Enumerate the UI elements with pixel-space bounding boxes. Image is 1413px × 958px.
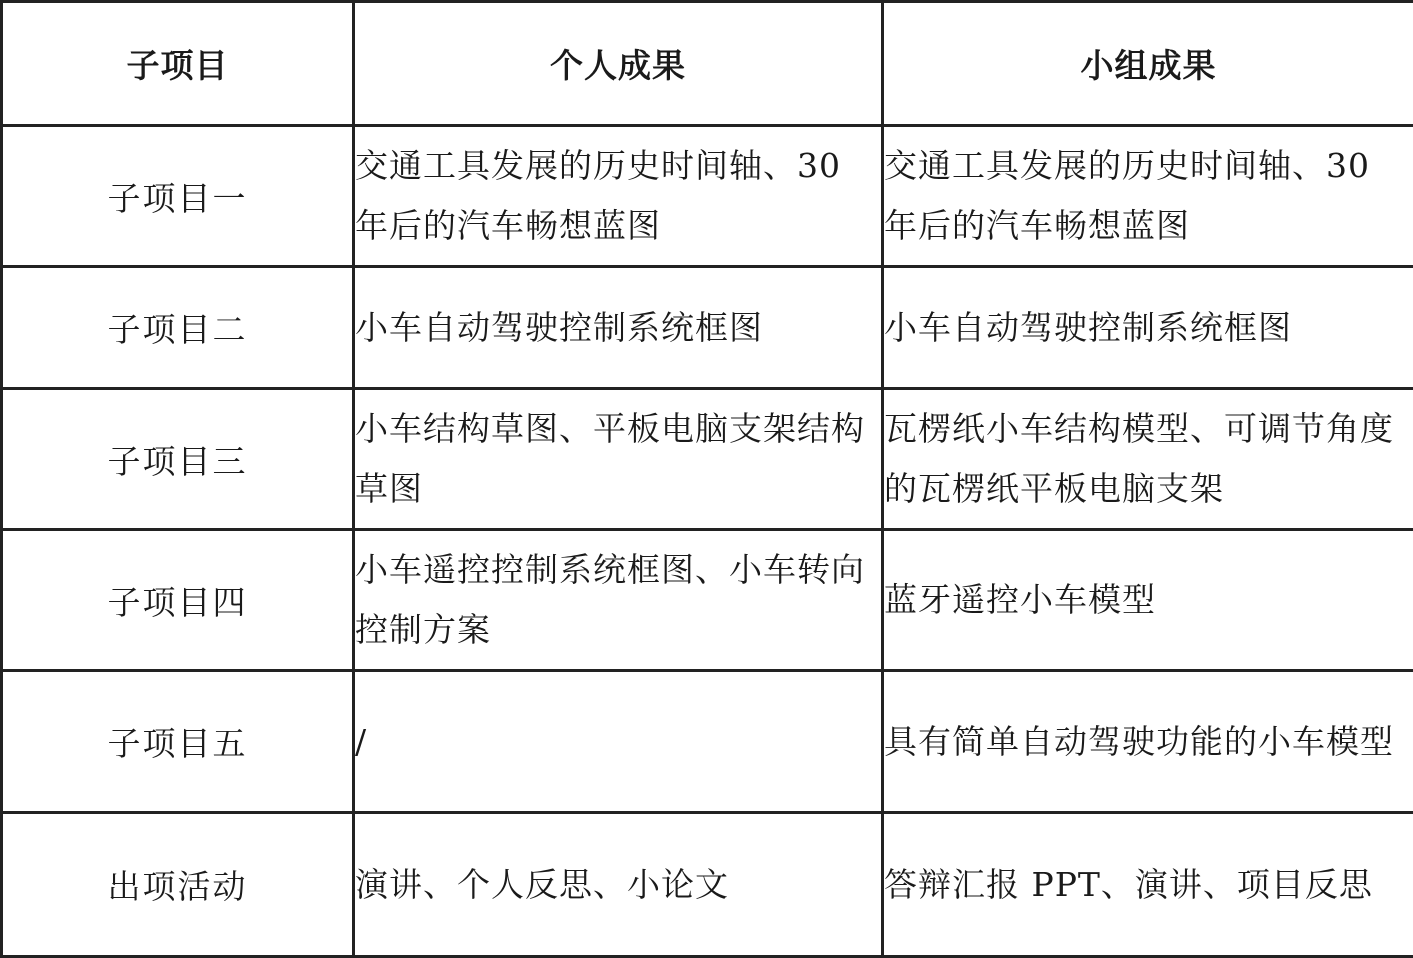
table-row <box>2 671 1413 813</box>
group-result-cell: 蓝牙遥控小车模型 <box>883 530 1413 671</box>
table-header-row <box>2 2 1413 126</box>
group-result-cell: 小车自动驾驶控制系统框图 <box>883 267 1413 389</box>
table-row <box>2 530 1413 671</box>
individual-result-cell: 小车结构草图、平板电脑支架结构草图 <box>354 389 883 530</box>
group-result-cell: 交通工具发展的历史时间轴、30 年后的汽车畅想蓝图 <box>883 126 1413 267</box>
subproject-cell: 子项目三 <box>2 389 354 530</box>
table-row <box>2 813 1413 957</box>
header-individual-results: 个人成果 <box>354 2 883 126</box>
individual-result-cell: 小车遥控控制系统框图、小车转向控制方案 <box>354 530 883 671</box>
individual-result-cell: 交通工具发展的历史时间轴、30 年后的汽车畅想蓝图 <box>354 126 883 267</box>
group-result-cell: 瓦楞纸小车结构模型、可调节角度的瓦楞纸平板电脑支架 <box>883 389 1413 530</box>
subproject-cell: 子项目二 <box>2 267 354 389</box>
group-result-cell: 答辩汇报 PPT、演讲、项目反思 <box>883 813 1413 957</box>
subproject-cell: 出项活动 <box>2 813 354 957</box>
individual-result-cell: 演讲、个人反思、小论文 <box>354 813 883 957</box>
header-subproject: 子项目 <box>2 2 354 126</box>
individual-result-cell: / <box>354 671 883 813</box>
table-row <box>2 126 1413 267</box>
group-result-cell: 具有简单自动驾驶功能的小车模型 <box>883 671 1413 813</box>
table-row <box>2 389 1413 530</box>
header-group-results: 小组成果 <box>883 2 1413 126</box>
table-row <box>2 267 1413 389</box>
subproject-cell: 子项目一 <box>2 126 354 267</box>
subproject-cell: 子项目五 <box>2 671 354 813</box>
subproject-cell: 子项目四 <box>2 530 354 671</box>
individual-result-cell: 小车自动驾驶控制系统框图 <box>354 267 883 389</box>
